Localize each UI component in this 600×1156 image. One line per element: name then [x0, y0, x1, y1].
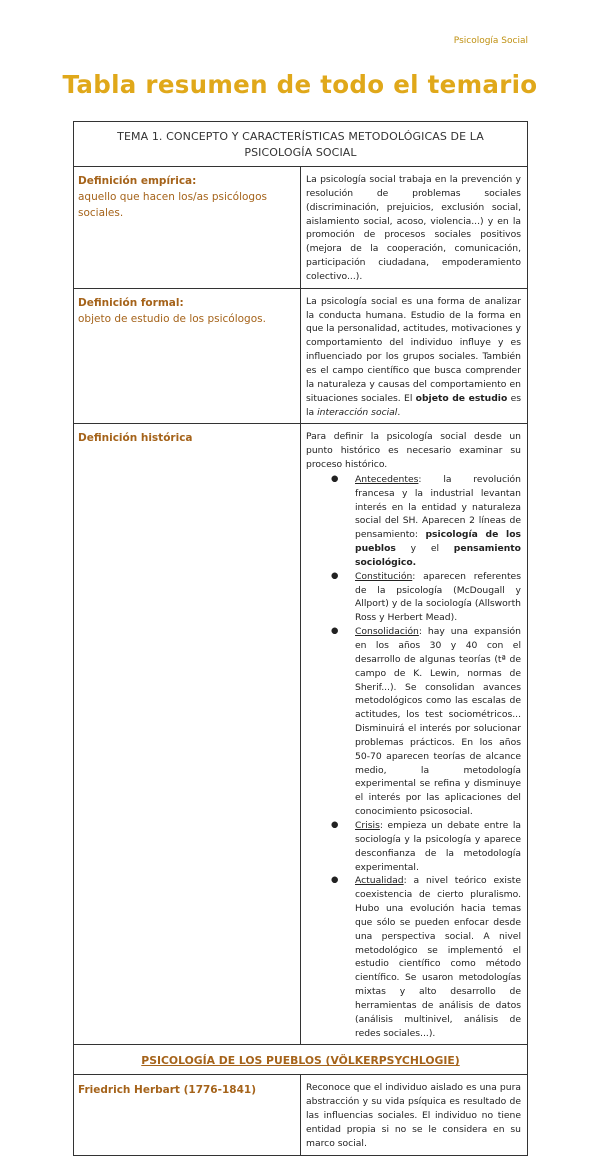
- row-label: [74, 167, 301, 289]
- table-row: [74, 1075, 528, 1155]
- topic-title: TEMA 1. CONCEPTO Y CARACTERÍSTICAS METODOLÓGICAS DE LA PSICOLOGÍA SOCIAL: [74, 122, 528, 167]
- list-item: [331, 625, 521, 819]
- bullet-icon: ●: [331, 875, 339, 886]
- stage-name: Crisis: [355, 819, 380, 831]
- bold-term: objeto de estudio: [415, 392, 508, 404]
- stage-text: y el: [395, 543, 454, 555]
- bold-term: psicología de los pueblos: [355, 529, 521, 555]
- stage-name: Constitución: [355, 570, 413, 582]
- stage-text: : empieza un debate entre la sociología y la psicología y aparece desconfianza de la metodología experimental.: [355, 819, 521, 873]
- term-label: Definición histórica: [78, 432, 193, 445]
- author-name: Friedrich Herbart (1776-1841): [78, 1084, 256, 1097]
- section-row: [74, 1045, 528, 1075]
- table-row: [74, 424, 528, 1045]
- row-label: [74, 424, 301, 1045]
- row-content: La psicología social trabaja en la prevención y resolución de problemas sociales (discriminación, prejuicios, exclusión social, aislamiento social, acoso, violencia...) y en la promoción de procesos sociales positivos (mejora de la cooperación, comunicación, participación ciudadana, empoderamiento colectivo...).: [301, 167, 528, 289]
- bullet-icon: ●: [331, 626, 339, 637]
- stages-list: [306, 473, 521, 1041]
- row-label: [74, 288, 301, 424]
- page-title: Tabla resumen de todo el temario: [62, 70, 538, 99]
- row-label: [74, 1075, 301, 1155]
- list-item: [331, 874, 521, 1040]
- bold-term: pensamiento sociológico.: [355, 543, 521, 568]
- stage-name: Actualidad: [355, 875, 404, 887]
- italic-term: interacción social: [317, 406, 398, 418]
- list-item: [331, 473, 521, 570]
- stage-text: : a nivel teórico existe coexistencia de cierto pluralismo. Hubo una evolución hacia temas que sólo se pueden enfocar desde una perspectiva social. A nivel metodológico se implementó el estudio científico como método científico. Se usaron metodologías mixtas y alto desarrollo de herramientas de análisis de datos (análisis multinivel, análisis de redes sociales...).: [355, 875, 521, 1039]
- term-label: Definición empírica:: [78, 175, 197, 187]
- running-header: Psicología Social: [453, 36, 528, 46]
- table-row: [74, 288, 528, 424]
- row-content: [301, 424, 528, 1045]
- table-row: [74, 167, 528, 289]
- table-title-row: [74, 122, 528, 167]
- section-title: PSICOLOGÍA DE LOS PUEBLOS (VÖLKERPSYCHLOGIE): [74, 1045, 528, 1075]
- content-text: .: [397, 406, 401, 418]
- row-content: [301, 288, 528, 424]
- content-text: La psicología social es una forma de analizar la conducta humana. Estudio de la forma en que la personalidad, actitudes, motivaciones y comportamiento del individuo influye y es influenciado por los grupos sociales. También es el campo científico que busca comprender la naturaleza y causas del comportamiento en situaciones sociales. El: [306, 295, 521, 404]
- row-content: Reconoce que el individuo aislado es una pura abstracción y su vida psíquica es resultado de las influencias sociales. El individuo no tiene entidad propia si no se le considera en su marco social.: [301, 1075, 528, 1155]
- stage-text: : la revolución francesa y la industrial levantan interés en la entidad y naturaleza social del SH. Aparecen 2 líneas de pensamiento:: [355, 473, 521, 541]
- bullet-icon: ●: [331, 473, 339, 484]
- bullet-icon: ●: [331, 819, 339, 830]
- stage-text: : hay una expansión en los años 30 y 40 con el desarrollo de algunas teorías (tª de campo de K. Lewin, normas de Sherif...). Se consolidan avances metodológicos como las escalas de actitudes, los test sociométricos... Disminuirá el interés por solucionar problemas prácticos. En los años 50-70 aparecen teorías de alcance medio, la metodología experimental se refina y disminuye el interés por las aplicaciones del conocimiento psicosocial.: [355, 626, 521, 818]
- stage-name: Consolidación: [355, 626, 419, 638]
- stage-name: Antecedentes: [355, 473, 419, 485]
- term-description: aquello que hacen los/as psicólogos sociales.: [78, 191, 267, 219]
- intro-text: Para definir la psicología social desde un punto histórico es necesario examinar su proceso histórico.: [306, 431, 521, 471]
- stage-text: : aparecen referentes de la psicología (McDougall y Allport) y de la sociología (Allsworth Ross y Herbert Mead).: [355, 570, 521, 624]
- bullet-icon: ●: [331, 570, 339, 581]
- list-item: [331, 819, 521, 874]
- term-label: Definición formal:: [78, 296, 184, 309]
- list-item: [331, 570, 521, 625]
- term-description: objeto de estudio de los psicólogos.: [78, 312, 266, 325]
- summary-table: [73, 121, 528, 1156]
- content-text: es la: [306, 392, 522, 418]
